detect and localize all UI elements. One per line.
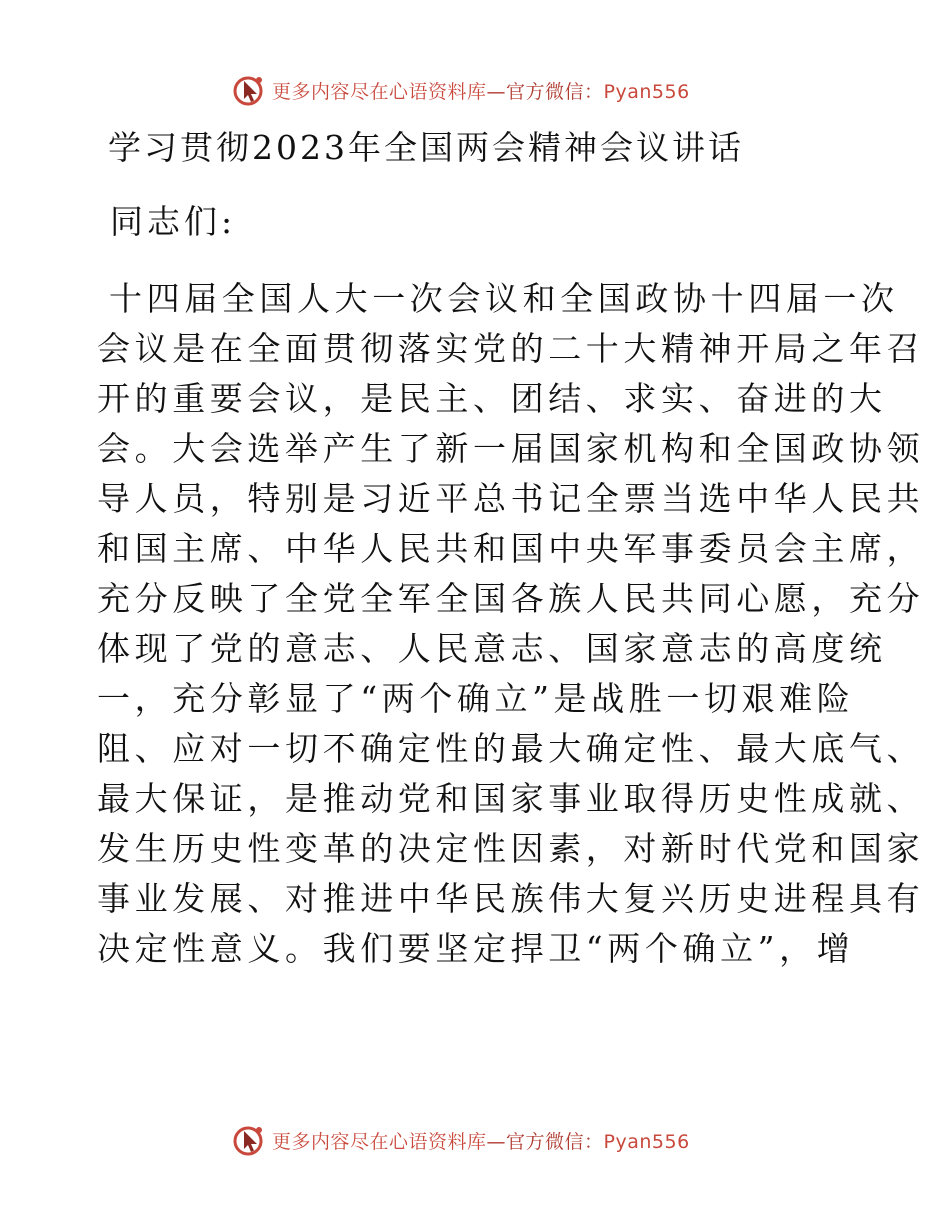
body-line: 和国主席、中华人民共和国中央军事委员会主席，	[97, 529, 925, 568]
body-line: 发生历史性变革的决定性因素，对新时代党和国家	[97, 829, 925, 868]
body-line: 体现了党的意志、人民意志、国家意志的高度统	[97, 629, 887, 668]
body-line: 阻、应对一切不确定性的最大确定性、最大底气、	[97, 729, 925, 768]
body-line: 充分反映了全党全军全国各族人民共同心愿，充分	[97, 579, 925, 618]
body-line: 最大保证，是推动党和国家事业取得历史性成就、	[97, 779, 925, 818]
body-line: 决定性意义。我们要坚定捍卫“两个确立”，增	[97, 929, 855, 968]
banner-wechat-id: Pyan556	[603, 1130, 690, 1153]
banner-wechat-label: 官方微信：	[506, 1130, 604, 1153]
salutation: 同志们:	[110, 202, 237, 241]
document-title: 学习贯彻2023年全国两会精神会议讲话	[108, 128, 744, 167]
body-line: 十四届全国人大一次会议和全国政协十四届一次	[109, 279, 899, 318]
banner-wechat-label: 官方微信：	[506, 80, 604, 103]
banner-wechat-id: Pyan556	[603, 80, 690, 103]
brand-logo-icon	[232, 73, 266, 107]
body-line: 会。大会选举产生了新一届国家机构和全国政协领	[97, 429, 925, 468]
body-line: 事业发展、对推进中华民族伟大复兴历史进程具有	[97, 879, 925, 918]
banner-separator: —	[486, 1130, 507, 1153]
document-body	[97, 274, 925, 974]
body-line: 会议是在全面贯彻落实党的二十大精神开局之年召	[97, 329, 925, 368]
brand-logo-icon	[232, 1123, 266, 1157]
footer-banner	[232, 1120, 712, 1160]
banner-site-name: 更多内容尽在心语资料库	[272, 1130, 487, 1153]
body-line: 导人员，特别是习近平总书记全票当选中华人民共	[97, 479, 925, 518]
header-banner	[232, 70, 712, 110]
body-line: 开的重要会议，是民主、团结、求实、奋进的大	[97, 379, 887, 418]
banner-separator: —	[486, 80, 507, 103]
footer-banner-text	[272, 1127, 690, 1154]
body-line: 一，充分彰显了“两个确立”是战胜一切艰难险	[97, 679, 855, 718]
header-banner-text	[272, 77, 690, 104]
banner-site-name: 更多内容尽在心语资料库	[272, 80, 487, 103]
